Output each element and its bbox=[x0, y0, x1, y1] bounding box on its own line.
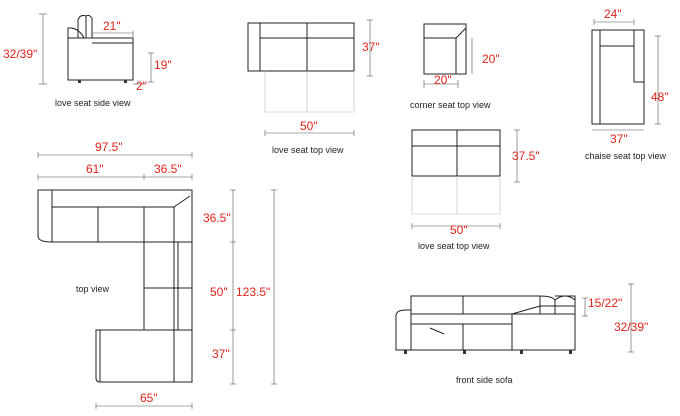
side-seat-height-dim: 19" bbox=[154, 58, 172, 72]
tv-bottom-width-dim: 65" bbox=[140, 391, 158, 405]
chaise-width-bottom-dim: 37" bbox=[610, 132, 628, 146]
side-total-height-dim: 32/39" bbox=[3, 47, 38, 61]
side-depth-dim: 21" bbox=[103, 19, 121, 33]
front-total-height-dim: 32/39" bbox=[614, 320, 649, 334]
tv-total-length-dim: 123.5" bbox=[236, 285, 271, 299]
corner-seat-top-view bbox=[410, 24, 500, 110]
front-seat-height-dim: 15/22" bbox=[588, 296, 623, 310]
tv-width-61-dim: 61" bbox=[86, 162, 104, 176]
tv-total-width-dim: 97.5" bbox=[95, 140, 123, 154]
tv-width-365-dim: 36.5" bbox=[154, 162, 182, 176]
love-seat-top-view-1 bbox=[248, 20, 380, 155]
ls2-top-view-caption: love seat top view bbox=[418, 241, 490, 251]
chaise-seat-top-view bbox=[585, 7, 669, 161]
top-view-caption: top view bbox=[76, 284, 110, 294]
love-seat-side-view bbox=[3, 14, 172, 108]
corner-width-dim: 20" bbox=[434, 73, 452, 87]
tv-depth-50-dim: 50" bbox=[210, 285, 228, 299]
side-view-caption: love seat side view bbox=[55, 98, 131, 108]
ls2-depth-dim: 37.5" bbox=[512, 149, 540, 163]
corner-depth-dim: 20" bbox=[482, 52, 500, 66]
chaise-top-view-caption: chaise seat top view bbox=[585, 151, 667, 161]
side-leg-dim: 2" bbox=[136, 79, 147, 93]
front-side-sofa bbox=[396, 284, 648, 385]
ls2-width-dim: 50" bbox=[450, 223, 468, 237]
front-side-sofa-caption: front side sofa bbox=[456, 375, 513, 385]
ls1-depth-dim: 37" bbox=[362, 40, 380, 54]
tv-depth-365-dim: 36.5" bbox=[203, 211, 231, 225]
chaise-length-dim: 48" bbox=[651, 90, 669, 104]
love-seat-top-view-2 bbox=[412, 130, 540, 251]
corner-top-view-caption: corner seat top view bbox=[410, 100, 491, 110]
chaise-width-top-dim: 24" bbox=[604, 7, 622, 21]
ls1-width-dim: 50" bbox=[300, 119, 318, 133]
ls1-top-view-caption: love seat top view bbox=[272, 145, 344, 155]
tv-depth-37-dim: 37" bbox=[212, 347, 230, 361]
sectional-top-view bbox=[38, 140, 277, 409]
